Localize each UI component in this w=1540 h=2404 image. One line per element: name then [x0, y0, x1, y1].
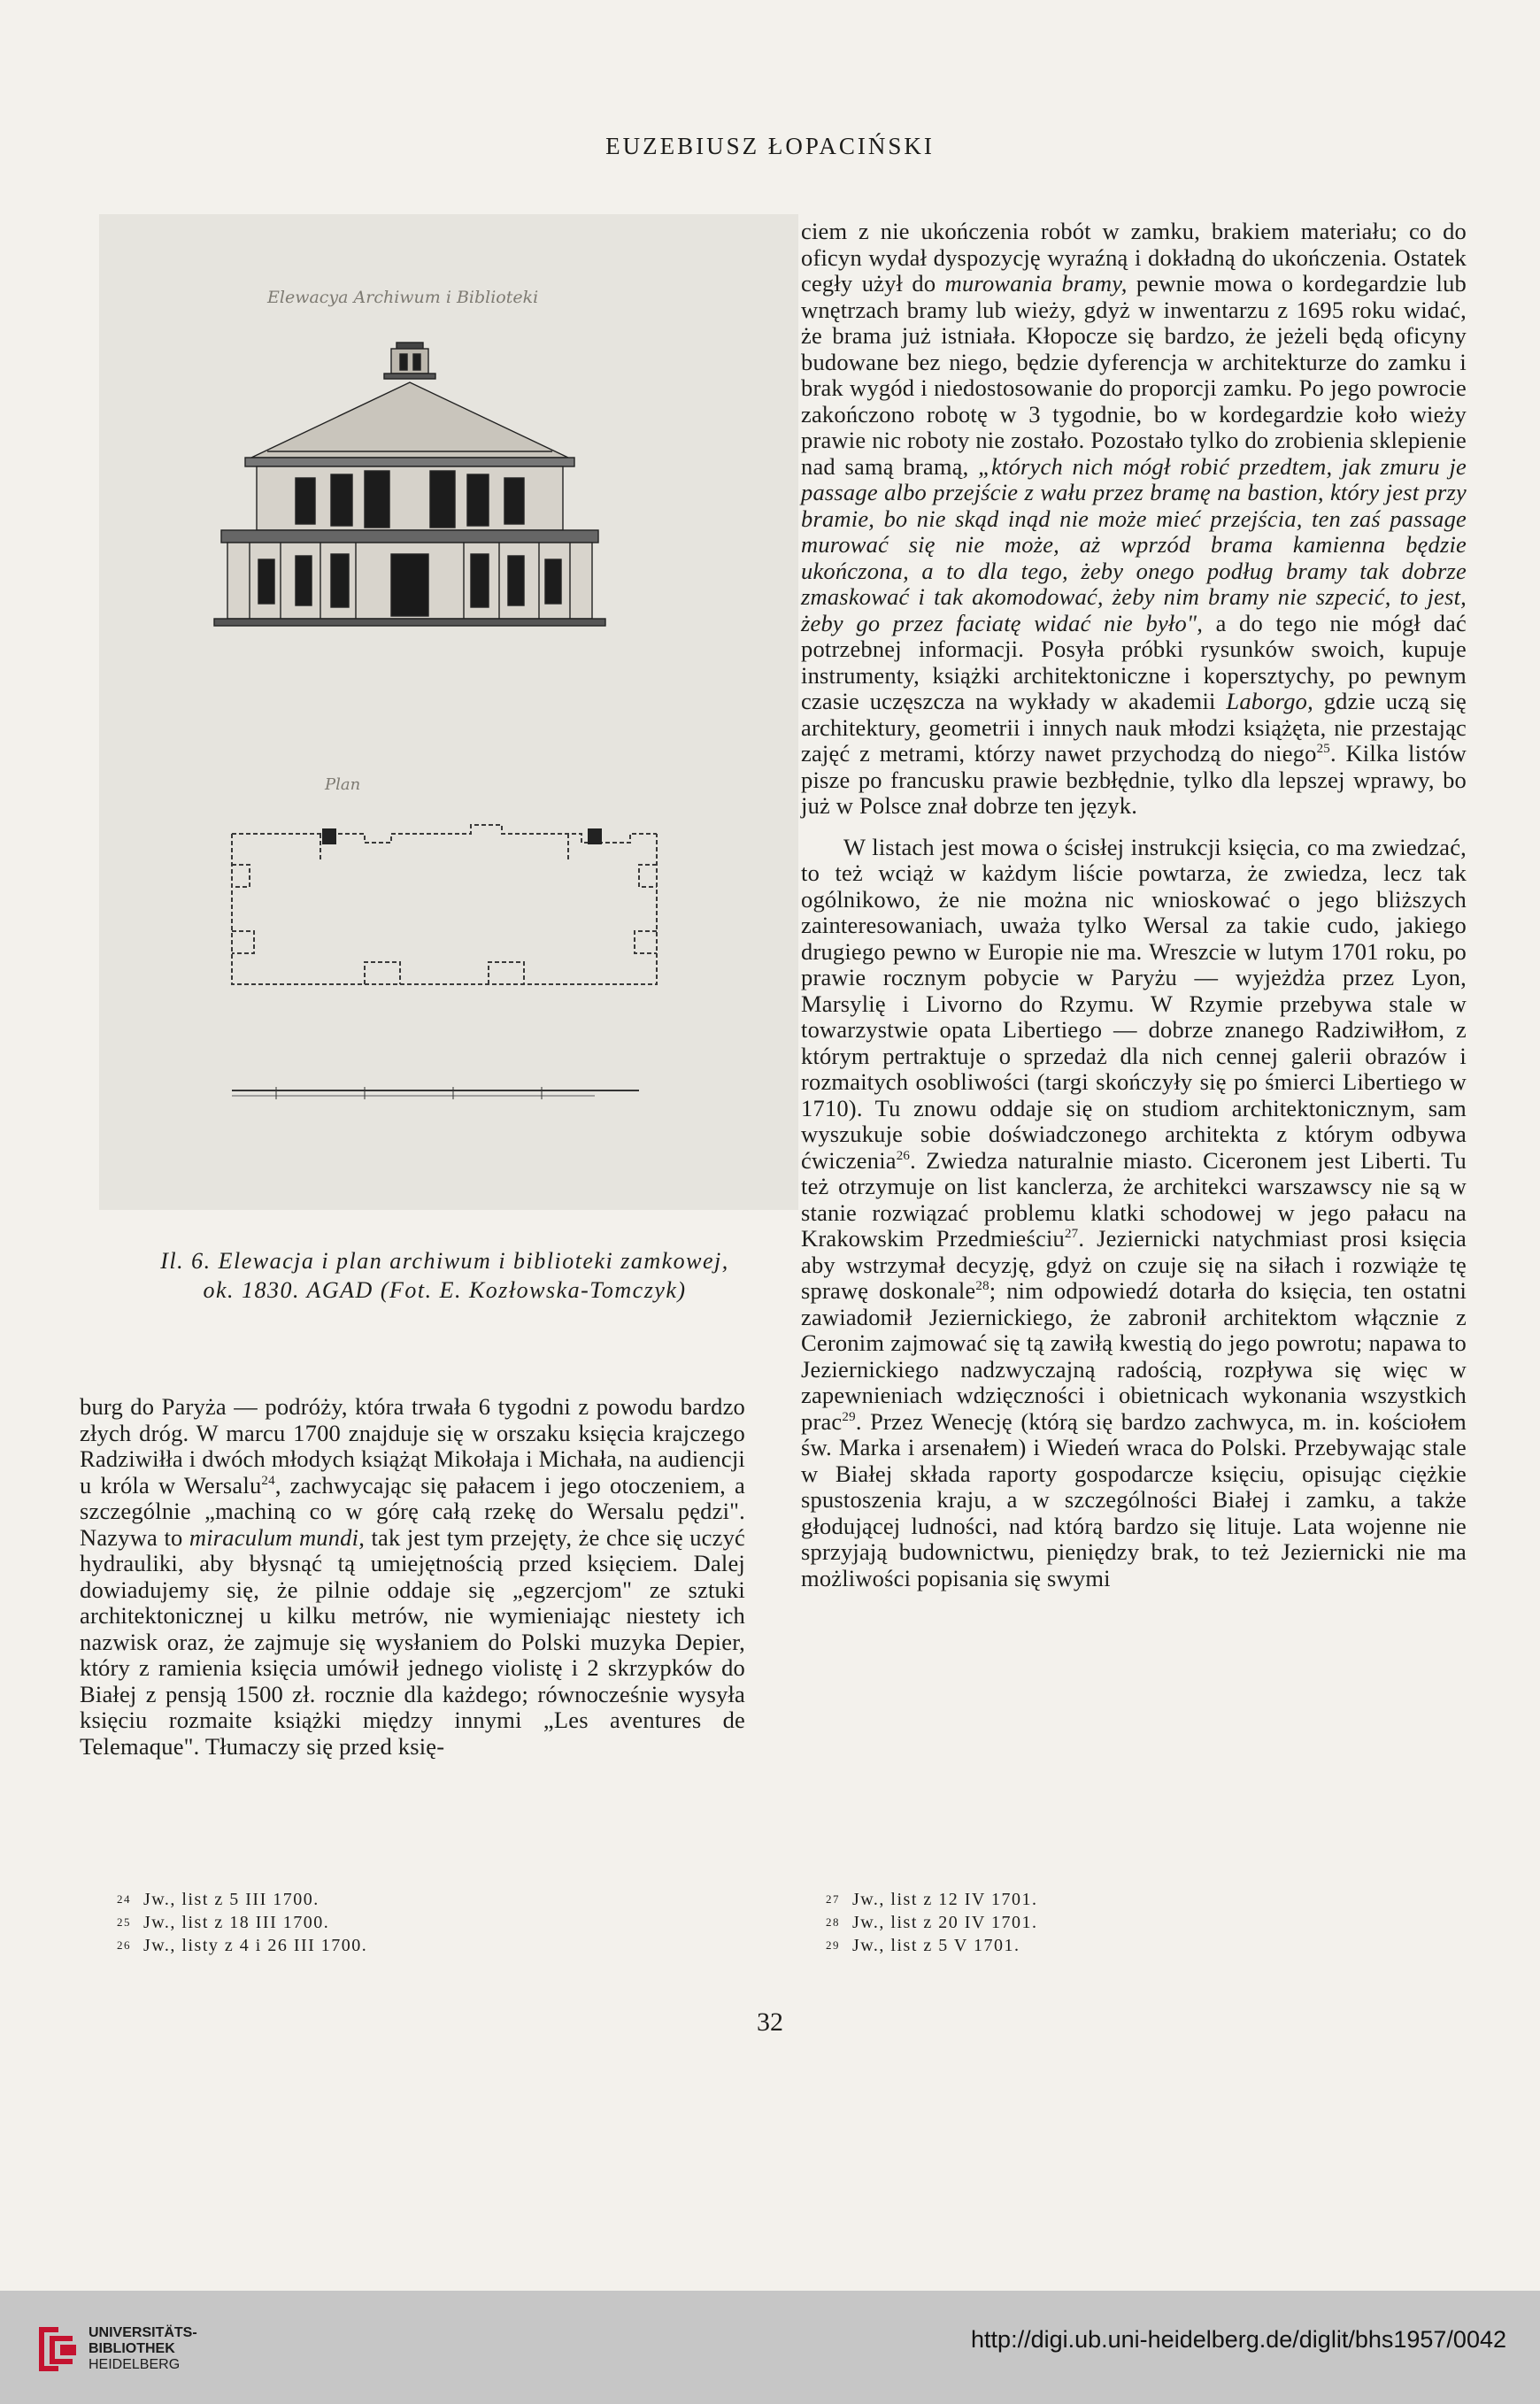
source-url-link[interactable]: http://digi.ub.uni-heidelberg.de/diglit/bhs1957/0042 [971, 2326, 1506, 2353]
caption-line-2: ok. 1830. AGAD (Fot. E. Kozłowska-Tomczyk) [203, 1277, 687, 1303]
footnote-number: 25 [117, 1915, 131, 1929]
footnote-number: 24 [117, 1892, 131, 1906]
footnote-ref-24: 24 [261, 1473, 275, 1488]
text-run: tak jest tym przejęty, że chce się uczyć hydrauliki, aby błysnąć tą umiejętnością przed księciem. Dalej dowiadujemy się, że pilnie oddaje się „egzercjom" ze sztuki architektonicznej u kilku metrów, nie wymieniając niestety ich nazwisk oraz, że zajmuje się wysłaniem do Polski muzyka Depier, który z ramienia księcia umówił jednego violistę i 2 skrzypków do Białej z pensją 1500 zł. rocznie dla każdego; równocześnie wysyła księciu rozmaite książki między innymi „Les aventures de Telemaque". Tłumaczy się przed księ- [80, 1523, 745, 1760]
architectural-drawing [99, 214, 798, 1210]
footnote-text: Jw., list z 20 IV 1701. [852, 1913, 1038, 1932]
footnote [117, 1934, 648, 1957]
italic-run: Laborgo, [1226, 688, 1313, 714]
text-run: a do tego nie mógł dać potrzebnej informacji. Posyła próbki rysunków swoich, kupuje instrumenty, książki architektoniczne i kopersztychy, po pewnym czasie uczęszcza na wykłady w akademii [801, 609, 1467, 714]
footnotes-right [826, 1888, 1357, 1957]
text-run: burg do Paryża — podróży, która trwała 6 tygodni z powodu bardzo złych dróg. W marcu 1700 znajduje się w orszaku księcia krajczego Radziwiłła i dwóch młodych książąt Mikołaja i Michała, na audiencji u króla w Wersalu [80, 1393, 745, 1499]
footnote-number: 26 [117, 1938, 131, 1952]
elevation-drawing [214, 343, 605, 626]
plan-inscription: Plan [325, 775, 361, 794]
text-run: ciem z nie ukończenia robót w zamku, brakiem materiału; co do oficyn wydał dyspozycję wyraźną i dokładną do ukończenia. Ostatek cegły użył do [801, 218, 1467, 297]
italic-run: murowania bramy, [944, 270, 1128, 297]
right-text-column [801, 219, 1467, 1591]
right-paragraph-2 [801, 835, 1467, 1592]
footnote-text: Jw., list z 18 III 1700. [143, 1913, 330, 1932]
library-line-1: UNIVERSITÄTS- [89, 2325, 197, 2340]
page-number: 32 [757, 2007, 783, 2037]
footnote-text: Jw., list z 5 V 1701. [852, 1936, 1020, 1955]
footnotes-left [117, 1888, 648, 1957]
text-run: pewnie mowa o kordegardzie lub wnętrzach bramy lub wieży, gdyż w inwentarzu z 1695 roku widać, że brama już istniała. Kłopocze się bardzo, że jeżeli będą oficyny budowane bez niego, będzie dyferencja w architekturze do zamku i brak wygód i niedostosowanie do proporcji zamku. Po jego powrocie zakończono robotę w 3 tygodnie, bo w kordegardzie koło wieży prawie nic roboty nie zostało. Pozostało tylko do zrobienia sklepienie nad samą bramą, [801, 270, 1467, 480]
running-head: EUZEBIUSZ ŁOPACIŃSKI [605, 133, 935, 159]
text-run: , zachwycając się pałacem i jego otoczeniem, a szczególnie „machiną co w górę całą rzekę do Wersalu pędzi". Nazywa to [80, 1471, 745, 1551]
footnote [826, 1934, 1357, 1957]
text-run: . Kilka listów pisze po francusku prawie bezbłędnie, tylko dla lepszej wprawy, bo już w Polsce znał dobrze ten język. [801, 740, 1467, 819]
footnote [826, 1888, 1357, 1911]
drawing-inscription: Elewacya Archiwum i Biblioteki [267, 288, 539, 307]
footnote-ref-27: 27 [1064, 1227, 1079, 1242]
floor-plan-drawing [232, 825, 657, 984]
footnote-text: Jw., list z 12 IV 1701. [852, 1890, 1038, 1909]
figure-caption [89, 1246, 801, 1305]
text-run: . Zwiedza naturalnie miasto. Ciceronem jest Liberti. Tu też otrzymuje on list kanclerza, że architekci warszawscy nie są w stanie rozwiązać problemu klatki schodowej w jego pałacu na Krakowskim Przedmieściu [801, 1146, 1467, 1252]
footnote-text: Jw., list z 5 III 1700. [143, 1890, 320, 1909]
italic-run: miraculum mundi, [189, 1523, 366, 1551]
text-run: gdzie uczą się architektury, geometrii i innych nauk młodzi książęta, nie przestając zajęć z metrami, którzy nawet przychodzą do niego [801, 688, 1467, 767]
footnote-ref-25: 25 [1316, 742, 1330, 757]
library-line-3: HEIDELBERG [89, 2357, 181, 2372]
footnote-text: Jw., listy z 4 i 26 III 1700. [143, 1936, 368, 1955]
text-run: . Przez Wenecję (którą się bardzo zachwyca, m. in. kościołem św. Marka i arsenałem) i Wiedeń wraca do Polski. Przebywając stale w Białej składa raporty gospodarcze księciu, opisując ciężkie spustoszenia kraju, a w szczególności Białej i zamku, a także głodującej ludności, nad którą bardzo się lituje. Lata wojenne nie sprzyjają budownictwu, pieniędzy brak, to też Jeziernicki nie ma możliwości popisania się swymi [801, 1407, 1467, 1591]
ub-heidelberg-logo-icon[interactable] [32, 2323, 81, 2375]
footnote-number: 27 [826, 1892, 840, 1906]
footnote-number: 28 [826, 1915, 840, 1929]
figure-elevation-and-plan [99, 214, 798, 1210]
text-run: . Jeziernicki natychmiast prosi księcia aby wstrzymał decyzję, gdyż on czuje się na siłach i rozwiąże tę sprawę doskonale [801, 1225, 1467, 1304]
footnote-ref-29: 29 [842, 1409, 856, 1424]
caption-line-1: Il. 6. Elewacja i plan archiwum i biblioteki zamkowej, [160, 1248, 729, 1274]
library-line-2: BIBLIOTHEK [89, 2341, 175, 2356]
text-run: ; nim odpowiedź dotarła do księcia, ten ostatni zawiadomił Jeziernickiego, że zabronił architektom włącznie z Ceronim zajmować się tą zawiłą kwestią do jego powrotu; napawa to Jeziernickiego nadzwyczajną radością, rozpływa się więc w zapewnieniach wdzięczności i obietnicach wykonania wszystkich prac [801, 1277, 1467, 1435]
left-paragraph [80, 1394, 745, 1760]
text-run: W listach jest mowa o ścisłej instrukcji księcia, co ma zwiedzać, to też wciąż w każdym liście powtarza, że zwiedza, lecz tak ogólnikowo, że nie można nic wnioskować o jego bliższych zainteresowaniach, uważa tylko Wersal za takie cudo, jakiego drugiego pewno w Europie nie ma. Wreszcie w lutym 1701 roku, po prawie rocznym pobycie w Paryżu — wyjeżdża przez Lyon, Marsylię i Livorno do Rzymu. W Rzymie przebywa stale w towarzystwie opata Libertiego — dobrze znanego Radziwiłłom, z którym pertraktuje o sprzedaż dla nich cennej galerii obrazów i rozmaitych osobliwości (targi skończyły się po śmierci Libertiego w 1710). Tu znowu oddaje się on studiom architektonicznym, sam wyszukuje sobie doświadczonego architekta z którym odbywa ćwiczenia [801, 833, 1467, 1174]
right-paragraph-1 [801, 219, 1467, 820]
left-text-column [80, 1394, 745, 1760]
footnote [117, 1911, 648, 1934]
italic-run: „których nich mógł robić przedtem, jak zmuru je passage albo przejście z wału przez bramę na bastion, który jest przy bramie, bo nie skąd inąd nie może mieć przejścia, ten zaś passage murować się nie może, aż wprzód brama kamienna będzie ukończona, a to dla tego, żeby onego podług bramy tak dobrze zmaskować i tak akomodować, żeby nim bramy nie szpecić, to jest, żeby go przez faciatę widać nie było", [801, 452, 1467, 636]
scale-bar [232, 1087, 639, 1099]
footnote [117, 1888, 648, 1911]
footnote-ref-28: 28 [975, 1279, 989, 1294]
footnote-number: 29 [826, 1938, 840, 1952]
footnote-ref-26: 26 [896, 1148, 911, 1163]
footnote [826, 1911, 1357, 1934]
library-name[interactable] [89, 2325, 197, 2373]
